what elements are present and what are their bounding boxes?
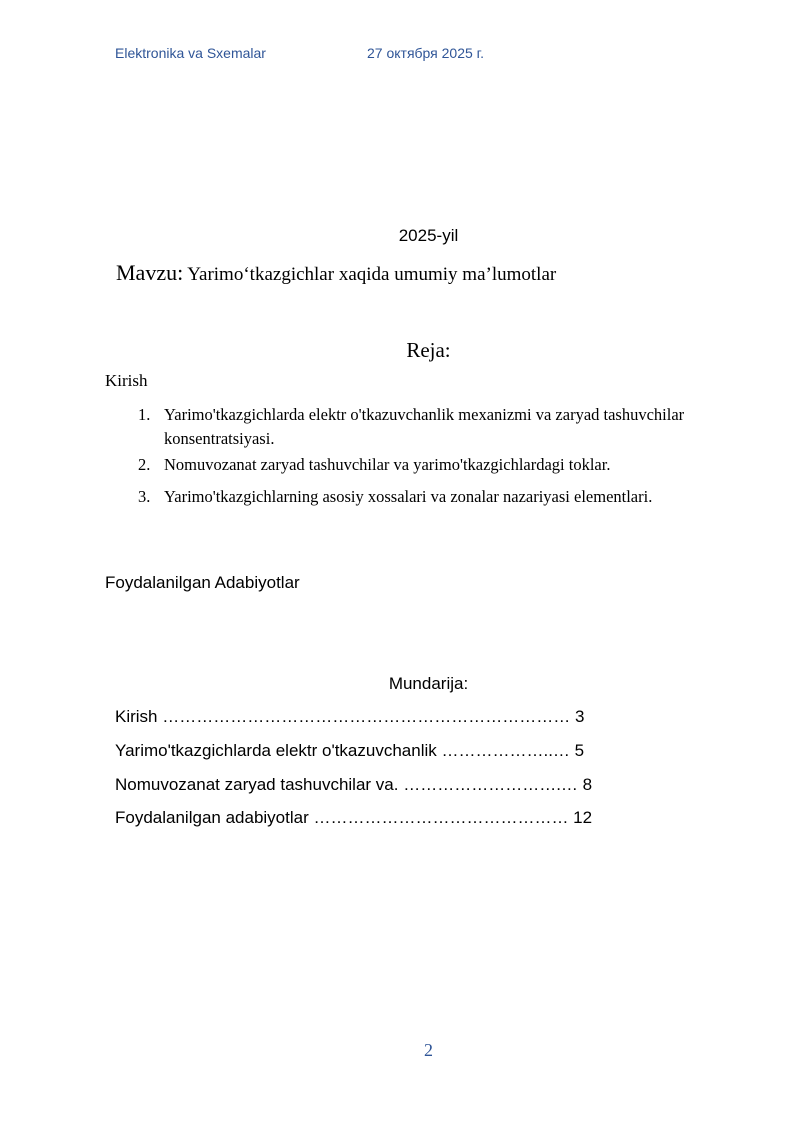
header-date: 27 октября 2025 г. <box>367 45 484 61</box>
topic-text: Yarimo‘tkazgichlar xaqida umumiy ma’lumotlar <box>187 264 557 285</box>
toc-title: Mundarija: <box>388 674 469 693</box>
topic-heading <box>116 260 556 286</box>
plan-item-number: 1. <box>138 405 151 424</box>
toc-entry-nonequilibrium: Nomuvozanat zaryad tashuvchilar va. ……………………….… 8 <box>115 775 593 794</box>
plan-item <box>138 485 738 509</box>
plan-intro: Kirish <box>105 371 148 390</box>
toc-entry-literature: Foydalanilgan adabiyotlar ……………………………………… 12 <box>115 808 593 827</box>
plan-item <box>138 403 738 451</box>
plan-item-number: 3. <box>138 487 151 506</box>
plan-item-text: Nomuvozanat zaryad tashuvchilar va yarimo'tkazgichlardagi toklar. <box>164 455 611 474</box>
plan-item-text: Yarimo'tkazgichlarda elektr o'tkazuvchanlik mexanizmi va zaryad tashuvchilar konsentratsiyasi. <box>164 405 685 448</box>
plan-item <box>138 453 738 477</box>
plan-literature: Foydalanilgan Adabiyotlar <box>105 573 300 592</box>
plan-item-number: 2. <box>138 455 151 474</box>
document-year: 2025-yil <box>398 226 459 245</box>
header-course-title: Elektronika va Sxemalar <box>115 45 266 61</box>
toc-entry-kirish: Kirish ……………………………………………………………… 3 <box>115 707 585 726</box>
plan-title: Reja: <box>406 338 451 362</box>
toc-entry-conductivity: Yarimo'tkazgichlarda elektr o'tkazuvchanlik ………………..… 5 <box>115 741 585 760</box>
topic-label: Mavzu: <box>116 260 184 285</box>
plan-item-text: Yarimo'tkazgichlarning asosiy xossalari va zonalar nazariyasi elementlari. <box>164 487 653 506</box>
page-number: 2 <box>424 1040 433 1060</box>
